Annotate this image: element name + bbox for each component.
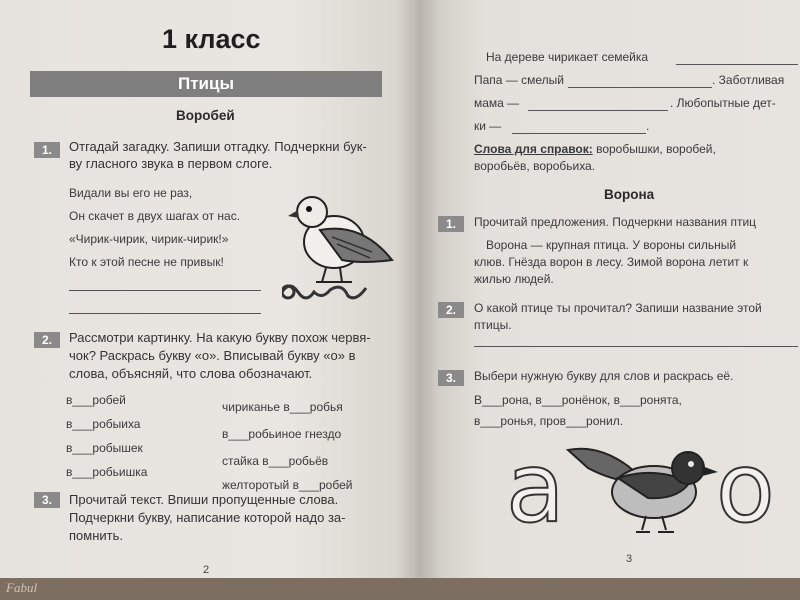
sparrow-illustration — [282, 182, 402, 307]
fill-words[interactable]: В___рона, в___ронёнок, в___ронята, — [474, 393, 682, 407]
reference-label: Слова для справок: — [474, 142, 593, 156]
task-text: Отгадай загадку. Запиши отгадку. Подчеркни бук- — [69, 139, 367, 154]
page-number: 3 — [626, 553, 633, 565]
task-text: Прочитай текст. Впиши пропущенные слова. — [69, 492, 339, 507]
fill-word[interactable]: стайка в___робьёв — [222, 454, 329, 468]
text-line: На дереве чирикает семейка — [486, 50, 649, 64]
task-text: Ворона — крупная птица. У вороны сильный — [486, 238, 737, 252]
riddle-line: Кто к этой песне не привык! — [69, 255, 224, 269]
reference-words — [474, 142, 716, 156]
task-text: Подчеркни букву, написание которой надо за- — [69, 510, 346, 525]
reference-words-text: воробьёв, воробьиха. — [474, 159, 596, 173]
page-number: 2 — [203, 564, 210, 576]
text-line: . — [646, 119, 650, 133]
section-title-crow: Ворона — [604, 187, 655, 202]
fill-word[interactable]: желторотый в___робей — [222, 478, 353, 492]
right-page — [418, 0, 800, 600]
fill-words[interactable]: в___ронья, пров___ронил. — [474, 414, 624, 428]
riddle-line: «Чирик-чирик, чирик-чирик!» — [69, 232, 229, 246]
fill-word[interactable]: в___робьишка — [66, 465, 148, 479]
text-line: . Любопытные дет- — [670, 96, 776, 110]
fill-word[interactable]: в___робьиное гнездо — [222, 427, 342, 441]
task-text: чок? Раскрась букву «о». Вписывай букву «о» в — [69, 348, 356, 363]
outline-letter-a[interactable]: а — [506, 432, 565, 544]
topic-banner: Птицы — [30, 71, 382, 97]
answer-line[interactable] — [69, 313, 261, 314]
fill-word[interactable]: чириканье в___робья — [222, 400, 343, 414]
answer-line[interactable] — [528, 110, 668, 111]
task-number: 3. — [34, 492, 60, 508]
reference-words-text: воробышки, воробей, — [596, 142, 716, 156]
task-text: Прочитай предложения. Подчеркни названия птиц — [474, 215, 757, 229]
answer-line[interactable] — [512, 133, 646, 134]
task-text: слова, объясняй, что слова обозначают. — [69, 366, 313, 381]
task-number: 1. — [34, 142, 60, 158]
crow-illustration — [558, 438, 718, 538]
task-number: 2. — [438, 302, 464, 318]
outline-letter-o[interactable]: о — [716, 432, 775, 544]
text-line: . Заботливая — [712, 73, 785, 87]
task-text: жилью людей. — [474, 272, 554, 286]
fill-word[interactable]: в___робей — [66, 393, 126, 407]
task-number: 3. — [438, 370, 464, 386]
fill-word[interactable]: в___робыиха — [66, 417, 141, 431]
answer-line[interactable] — [69, 290, 261, 291]
table-surface — [0, 578, 800, 600]
answer-line[interactable] — [474, 346, 798, 347]
text-line: ки — — [474, 119, 502, 133]
background-text: Fabul — [6, 580, 38, 595]
task-text: О какой птице ты прочитал? Запиши название этой — [474, 301, 762, 315]
task-text: Рассмотри картинку. На какую букву похож червя- — [69, 330, 371, 345]
task-number: 1. — [438, 216, 464, 232]
grade-title: 1 класс — [162, 24, 261, 54]
text-line: мама — — [474, 96, 520, 110]
task-text: клюв. Гнёзда ворон в лесу. Зимой ворона летит к — [474, 255, 749, 269]
section-title-sparrow: Воробей — [176, 108, 235, 123]
riddle-line: Видали вы его не раз, — [69, 186, 193, 200]
task-text: ву гласного звука в первом слоге. — [69, 156, 273, 171]
task-number: 2. — [34, 332, 60, 348]
task-text: Выбери нужную букву для слов и раскрась её. — [474, 369, 734, 383]
riddle-line: Он скачет в двух шагах от нас. — [69, 209, 241, 223]
text-line: Папа — смелый — [474, 73, 564, 87]
task-text: помнить. — [69, 528, 123, 543]
answer-line[interactable] — [568, 87, 712, 88]
answer-line[interactable] — [676, 64, 798, 65]
fill-word[interactable]: в___робышек — [66, 441, 143, 455]
task-text: птицы. — [474, 318, 512, 332]
